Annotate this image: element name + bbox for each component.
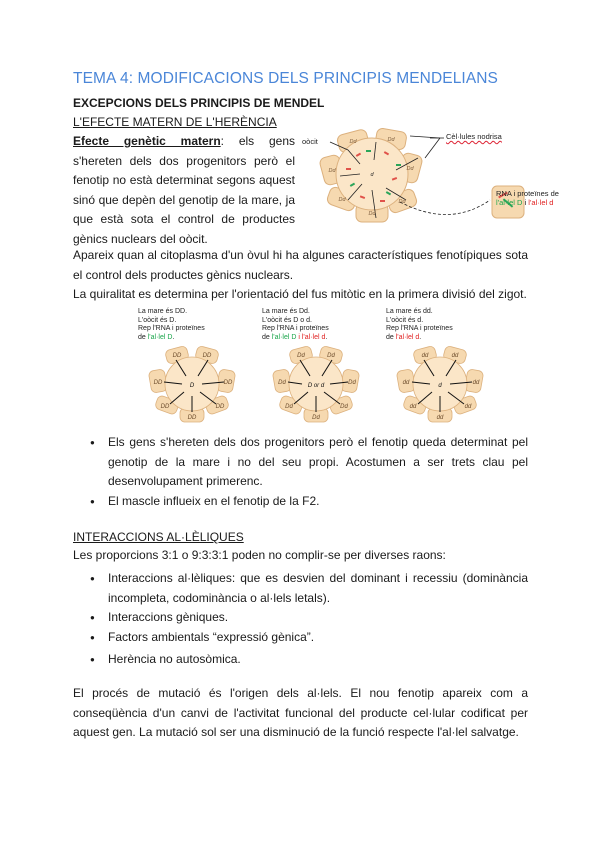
svg-text:Dd: Dd bbox=[338, 197, 346, 203]
svg-text:Dd: Dd bbox=[368, 211, 376, 217]
svg-text:dd: dd bbox=[472, 380, 480, 386]
paragraph-cytoplasm: Apareix quan al citoplasma d'un òvul hi ha algunes característiques fenotípiques sota el control dels productes gènics nuclears. bbox=[73, 248, 528, 282]
svg-text:Dd: Dd bbox=[340, 404, 348, 410]
svg-text:Dd: Dd bbox=[297, 353, 305, 359]
bullet-item: ● Herència no autosòmica. bbox=[90, 650, 528, 670]
genotype-panel-DD: La mare és DD. L'oòcit és D. Rep l'RNA i proteïnes de l'al·lel D. DD DD DD DD DD DD DD D bbox=[138, 308, 258, 426]
figure-oocyte-nurse-cells bbox=[300, 128, 559, 228]
svg-text:Dd: Dd bbox=[348, 380, 356, 386]
svg-text:dd: dd bbox=[464, 404, 472, 410]
svg-text:dd: dd bbox=[451, 353, 459, 359]
term-maternal-effect: Efecte genètic matern bbox=[73, 134, 221, 148]
svg-text:DD: DD bbox=[160, 404, 170, 410]
oocyte-ring-Dd bbox=[262, 346, 372, 426]
svg-text:DD: DD bbox=[187, 415, 197, 421]
svg-text:Dd: Dd bbox=[285, 404, 293, 410]
svg-text:dd: dd bbox=[436, 415, 444, 421]
svg-text:dd: dd bbox=[402, 380, 410, 386]
oocyte-ring-DD bbox=[138, 346, 248, 426]
paragraph-chirality: La quiralitat es determina per l'orientació del fus mitòtic en la primera divisió del zigot. bbox=[73, 287, 527, 301]
label-oocyte: oòcit bbox=[302, 137, 318, 146]
svg-text:Dd: Dd bbox=[398, 199, 406, 205]
subheading-maternal-effect: L'EFECTE MATERN DE L'HERÈNCIA bbox=[73, 115, 277, 129]
svg-text:DD: DD bbox=[202, 353, 212, 359]
svg-text:DD: DD bbox=[223, 380, 233, 386]
svg-text:Dd: Dd bbox=[312, 415, 320, 421]
definition-text: : els gens s'hereten dels dos progenitors però el fenotip no està determinat segons aquest sinó que depèn del genotip de la mare, ja que està sota el control de productes gènics nuclears del oòcit. bbox=[73, 134, 295, 246]
svg-text:D: D bbox=[189, 383, 195, 389]
genotype-panel-Dd: La mare és Dd. L'oòcit és D o d. Rep l'RNA i proteïnes de l'al·lel D i l'al·lel d. Dd Dd Dd Dd Dd Dd Dd D or d bbox=[262, 308, 382, 426]
label-rna-proteins: RNA i proteïnes de l'al·lel D i l'al·lel d bbox=[496, 189, 559, 207]
figure-maternal-genotypes bbox=[130, 308, 510, 426]
svg-text:dd: dd bbox=[409, 404, 417, 410]
bullet-item: ● Interaccions gèniques. bbox=[90, 608, 528, 628]
svg-text:Dd: Dd bbox=[327, 353, 335, 359]
svg-text:D or d: D or d bbox=[307, 383, 325, 389]
svg-text:DD: DD bbox=[215, 404, 225, 410]
bullet-item: ● El mascle influeix en el fenotip de la F2. bbox=[90, 492, 528, 512]
maternal-effect-definition bbox=[73, 132, 295, 249]
paragraph-mutation: El procés de mutació és l'origen dels al·lels. El nou fenotip apareix com a conseqüència d'un canvi de l'activitat funcional del producte cel·lular codificat per aquest gen. La mutació sol ser una disminució de la funció respecte l'al·lel salvatge. bbox=[73, 686, 528, 739]
bullet-item: ● Interaccions al·lèliques: que es desvien del dominant i recessiu (dominància incompleta, codominància o al·lels letals). bbox=[90, 569, 528, 608]
svg-text:Dd: Dd bbox=[387, 137, 395, 143]
allelic-interactions-bullets bbox=[90, 569, 528, 670]
oocyte-ring-dd bbox=[386, 346, 496, 426]
page-title: TEMA 4: MODIFICACIONS DELS PRINCIPIS MENDELIANS bbox=[73, 70, 499, 87]
subheading-allelic-interactions: INTERACCIONS AL·LÈLIQUES bbox=[73, 530, 244, 544]
genotype-panel-dd: La mare és dd. L'oòcit és d. Rep l'RNA i proteïnes de l'al·lel d. dd dd dd dd dd dd dd d bbox=[386, 308, 506, 426]
bullet-item: ● Factors ambientals “expressió gènica”. bbox=[90, 628, 528, 648]
bullet-item: ● Els gens s'hereten dels dos progenitors però el fenotip queda determinat pel genotip de la mare i no del seu propi. Acostumen a ser trets clau pel desenvolupament primerenc. bbox=[90, 433, 528, 492]
svg-text:Dd: Dd bbox=[328, 168, 336, 174]
paragraph-proportions: Les proporcions 3:1 o 9:3:3:1 poden no complir-se per diverses raons: bbox=[73, 548, 446, 562]
svg-text:Dd: Dd bbox=[278, 380, 286, 386]
svg-text:d: d bbox=[438, 383, 442, 389]
svg-text:Dd: Dd bbox=[349, 139, 357, 145]
label-nurse-cells: Cèl·lules nodrisa bbox=[446, 132, 502, 141]
oocyte-diagram bbox=[300, 128, 540, 228]
svg-text:Dd: Dd bbox=[406, 166, 414, 172]
section-heading-exceptions: EXCEPCIONS DELS PRINCIPIS DE MENDEL bbox=[73, 96, 325, 110]
maternal-effect-bullets bbox=[90, 433, 528, 511]
svg-text:DD: DD bbox=[172, 353, 182, 359]
svg-text:d: d bbox=[370, 172, 374, 178]
svg-text:dd: dd bbox=[421, 353, 429, 359]
svg-text:DD: DD bbox=[153, 380, 163, 386]
